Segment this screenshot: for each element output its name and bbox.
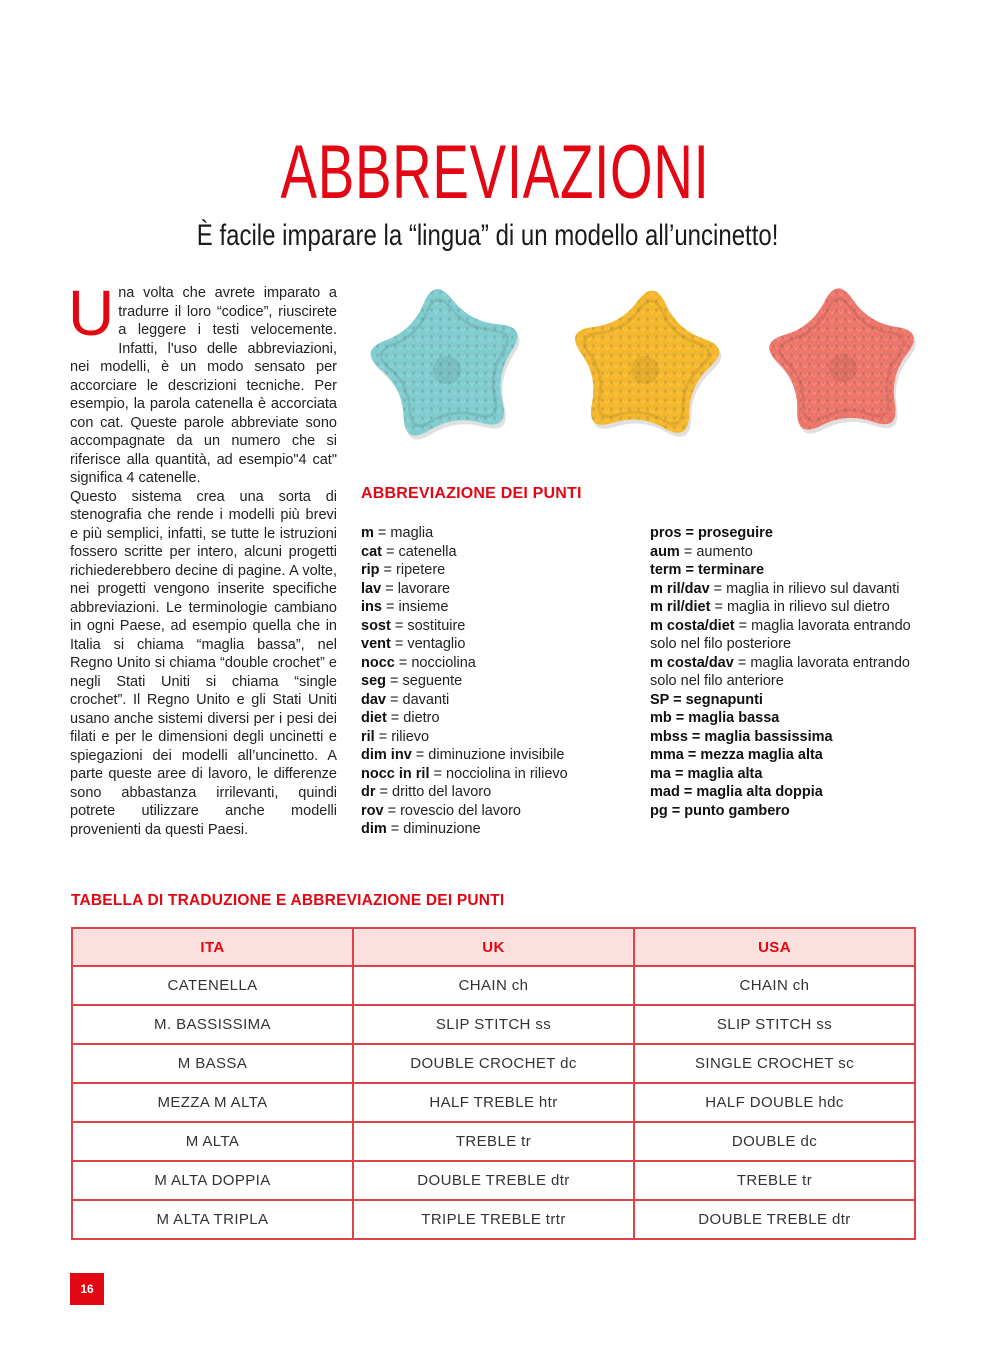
table-cell: SINGLE CROCHET sc	[634, 1044, 915, 1083]
abbreviation-item	[650, 524, 915, 543]
abbreviation-meaning: = nocciolina	[394, 654, 476, 671]
table-cell: HALF DOUBLE hdc	[634, 1083, 915, 1122]
abbreviation-meaning: = ripetere	[379, 562, 446, 578]
abbreviation-item	[650, 561, 915, 580]
page-number: 16	[70, 1273, 104, 1305]
intro-paragraph-1: na volta che avrete imparato a tradurre il loro “codice”, riuscirete a leggere i testi velocemente. Infatti, l'uso delle abbreviazioni, nei modelli, è un modo sensato per accorciare le descrizioni tecniche. Per esempio, la parola catenella è accorciata con cat. Queste parole abbreviate sono accompagnate da un numero che si riferisce alla quantità, ad esempio"4 cat" significa 4 catenelle.	[70, 285, 337, 486]
table-cell: CHAIN ch	[353, 966, 634, 1005]
abbreviation-code: nocc in ril	[361, 765, 430, 782]
abbreviation-meaning: = maglia in rilievo sul davanti	[709, 580, 900, 597]
abbreviation-meaning: = insieme	[381, 599, 449, 615]
table-cell: M ALTA DOPPIA	[72, 1161, 353, 1200]
abbreviation-code: mad = maglia alta doppia	[650, 784, 823, 800]
table-cell: M BASSA	[72, 1044, 353, 1083]
table-header-usa: USA	[634, 928, 915, 966]
abbreviation-item	[650, 783, 915, 802]
abbreviation-code: SP = segnapunti	[650, 691, 763, 708]
abbreviation-item	[361, 580, 621, 599]
abbreviation-code: dim	[361, 821, 387, 837]
abbreviation-item	[650, 709, 915, 728]
abbreviation-code: m costa/diet	[650, 617, 735, 634]
abbreviation-code: mma = mezza maglia alta	[650, 747, 823, 763]
abbreviation-code: m ril/dav	[650, 580, 710, 597]
abbreviation-meaning: = rovescio del lavoro	[383, 802, 521, 819]
table-cell: DOUBLE TREBLE dtr	[353, 1161, 634, 1200]
abbreviation-item	[361, 709, 621, 728]
abbreviation-code: cat	[361, 543, 382, 560]
abbreviation-item	[361, 765, 621, 784]
abbreviation-item	[361, 820, 621, 839]
table-row	[72, 1044, 915, 1083]
table-cell: M. BASSISSIMA	[72, 1005, 353, 1044]
abbreviation-code: dr	[361, 784, 376, 800]
abbreviation-item	[361, 691, 621, 710]
table-cell: MEZZA M ALTA	[72, 1083, 353, 1122]
table-row	[72, 966, 915, 1005]
abbreviation-code: dav	[361, 691, 386, 708]
abbreviation-code: rov	[361, 802, 384, 819]
abbreviation-item	[650, 580, 915, 599]
table-header-uk: UK	[353, 928, 634, 966]
abbreviation-meaning: = dietro	[386, 710, 440, 726]
abbreviation-item	[361, 746, 621, 765]
abbreviation-meaning: = aumento	[679, 543, 753, 560]
abbreviation-code: diet	[361, 710, 387, 726]
table-cell: CATENELLA	[72, 966, 353, 1005]
abbreviation-meaning: = davanti	[386, 691, 450, 708]
abbreviation-code: mbss = maglia bassissima	[650, 728, 833, 745]
crochet-stars-image	[355, 278, 935, 453]
abbreviation-item	[361, 654, 621, 673]
abbreviation-item	[361, 728, 621, 747]
abbreviation-meaning: = nocciolina in rilievo	[429, 765, 568, 782]
abbreviation-code: dim inv	[361, 747, 412, 763]
abbreviation-code: seg	[361, 673, 386, 689]
abbreviation-meaning: = diminuzione	[386, 821, 481, 837]
abbreviation-meaning: = dritto del lavoro	[375, 784, 492, 800]
translation-table-heading: TABELLA DI TRADUZIONE E ABBREVIAZIONE DEI PUNTI	[71, 892, 505, 909]
abbreviation-item	[361, 561, 621, 580]
coral-star-icon	[769, 288, 916, 433]
abbreviation-item	[361, 672, 621, 691]
abbreviation-meaning: = ventaglio	[390, 636, 466, 652]
translation-table	[71, 927, 916, 1240]
abbreviation-item	[650, 728, 915, 747]
abbreviations-list-left	[361, 524, 621, 839]
table-cell: DOUBLE dc	[634, 1122, 915, 1161]
abbreviation-code: m ril/diet	[650, 599, 711, 615]
abbreviation-meaning: = maglia lavorata entrando solo nel filo anteriore	[650, 654, 910, 689]
abbreviation-item	[650, 654, 915, 691]
abbreviation-item	[650, 802, 915, 821]
page-subtitle: È facile imparare la “lingua” di un modello all’uncinetto!	[196, 219, 779, 252]
abbreviation-meaning: = lavorare	[381, 580, 451, 597]
table-cell: HALF TREBLE htr	[353, 1083, 634, 1122]
page-title: ABBREVIAZIONI	[280, 130, 710, 215]
abbreviation-meaning: = maglia lavorata entrando solo nel filo posteriore	[650, 617, 911, 652]
abbreviation-item	[361, 617, 621, 636]
abbreviation-meaning: = diminuzione invisibile	[411, 747, 565, 763]
abbreviations-heading: ABBREVIAZIONE DEI PUNTI	[361, 485, 582, 502]
abbreviations-list-right	[650, 524, 915, 820]
abbreviation-meaning: = maglia	[373, 525, 434, 541]
table-cell: DOUBLE TREBLE dtr	[634, 1200, 915, 1239]
intro-paragraph-2: Questo sistema crea una sorta di stenografia che rende i modelli più brevi e più semplici, infatti, se tutte le istruzioni fossero scritte per intero, alcuni progetti richiederebbero decine di pagine. A volte, nei progetti vengono inserite specifiche abbreviazioni. Le terminologie cambiano in ogni Paese, ad esempio quella che in Italia si chiama “maglia bassa”, nel Regno Unito si chiama “double crochet” e negli Stati Uniti si chiama “single crochet”. Il Regno Unito e gli Stati Uniti usano anche sistemi diversi per i pesi dei filati e per le dimensioni degli uncinetti e spiegazioni dei modelli all’uncinetto. A parte queste aree di lavoro, le differenze sono abbastanza irrilevanti, quindi potrete utilizzare anche modelli provenienti da questi Paesi.	[70, 488, 337, 838]
table-cell: DOUBLE CROCHET dc	[353, 1044, 634, 1083]
table-cell: SLIP STITCH ss	[634, 1005, 915, 1044]
abbreviation-code: nocc	[361, 654, 395, 671]
abbreviation-meaning: = maglia in rilievo sul dietro	[710, 599, 890, 615]
turquoise-star-icon	[371, 289, 520, 439]
abbreviation-item	[650, 598, 915, 617]
abbreviation-code: sost	[361, 617, 391, 634]
table-cell: M ALTA	[72, 1122, 353, 1161]
table-row	[72, 1161, 915, 1200]
table-cell: M ALTA TRIPLA	[72, 1200, 353, 1239]
abbreviation-meaning: = catenella	[381, 543, 457, 560]
table-cell: CHAIN ch	[634, 966, 915, 1005]
table-row	[72, 1122, 915, 1161]
abbreviation-code: m	[361, 525, 374, 541]
abbreviation-item	[361, 783, 621, 802]
abbreviation-code: ma = maglia alta	[650, 765, 763, 782]
abbreviation-item	[361, 543, 621, 562]
dropcap-letter: U	[68, 277, 115, 349]
table-row	[72, 1005, 915, 1044]
abbreviation-item	[650, 617, 915, 654]
abbreviation-item	[361, 524, 621, 543]
table-cell: TRIPLE TREBLE trtr	[353, 1200, 634, 1239]
abbreviation-code: ins	[361, 599, 382, 615]
table-row	[72, 1200, 915, 1239]
abbreviation-meaning: = seguente	[386, 673, 463, 689]
abbreviation-item	[650, 765, 915, 784]
table-header-row	[72, 928, 915, 966]
table-header-ita: ITA	[72, 928, 353, 966]
abbreviation-item	[361, 635, 621, 654]
table-cell: TREBLE tr	[634, 1161, 915, 1200]
abbreviation-item	[650, 691, 915, 710]
abbreviation-code: pg = punto gambero	[650, 802, 790, 819]
intro-text	[68, 277, 337, 839]
abbreviation-code: mb = maglia bassa	[650, 710, 780, 726]
abbreviation-item	[650, 543, 915, 562]
abbreviation-code: term = terminare	[650, 562, 765, 578]
abbreviation-code: rip	[361, 562, 380, 578]
table-cell: SLIP STITCH ss	[353, 1005, 634, 1044]
table-row	[72, 1083, 915, 1122]
table-cell: TREBLE tr	[353, 1122, 634, 1161]
yellow-star-icon	[575, 291, 721, 437]
abbreviation-item	[361, 598, 621, 617]
abbreviation-code: pros = proseguire	[650, 525, 773, 541]
abbreviation-code: aum	[650, 543, 680, 560]
abbreviation-code: ril	[361, 728, 375, 745]
abbreviation-item	[361, 802, 621, 821]
abbreviation-code: vent	[361, 636, 391, 652]
abbreviation-meaning: = rilievo	[374, 728, 430, 745]
abbreviation-item	[650, 746, 915, 765]
abbreviation-meaning: = sostituire	[390, 617, 466, 634]
abbreviation-code: lav	[361, 580, 382, 597]
abbreviation-code: m costa/dav	[650, 654, 734, 671]
